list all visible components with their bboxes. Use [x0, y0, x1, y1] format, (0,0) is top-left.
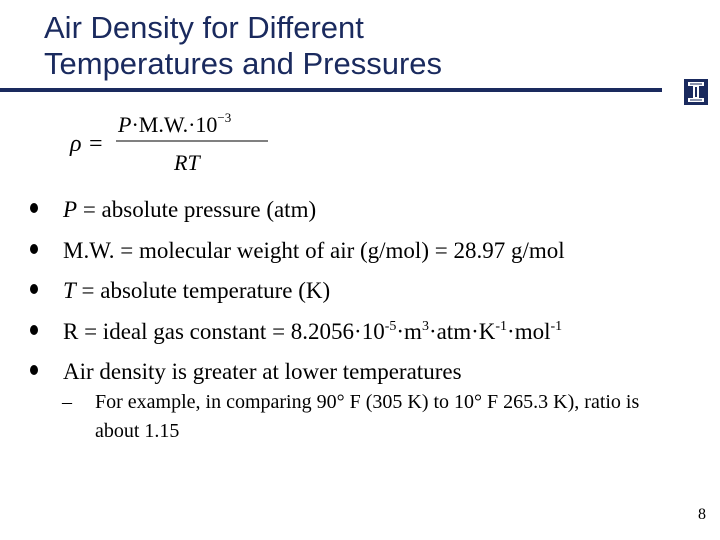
bullet-dot-icon [30, 284, 38, 294]
title-divider [0, 88, 662, 92]
formula-lhs: ρ = [70, 131, 104, 157]
formula-denominator: RT [174, 150, 200, 175]
bullet-list [30, 190, 700, 393]
bullet-var-p: P [63, 197, 78, 222]
gas-constant-exp-2: 3 [421, 318, 429, 334]
university-logo-icon [684, 79, 708, 105]
formula-numerator-exp: −3 [217, 110, 232, 125]
bullet-dot-icon [30, 365, 38, 375]
gas-constant-mid-1: ·m [396, 318, 422, 344]
bullet-dot-icon [30, 325, 38, 335]
density-formula [70, 104, 290, 184]
sub-bullet-example [62, 388, 672, 446]
formula-numerator-p: P [118, 112, 132, 137]
bullet-item-pressure [30, 190, 700, 231]
slide-title [44, 10, 664, 82]
sub-bullet-dash-icon: – [62, 391, 72, 413]
bullet-dot-icon [30, 203, 38, 213]
title-line-2: Temperatures and Pressures [44, 46, 443, 81]
bullet-text: M.W. = molecular weight of air (g/mol) = 28.97 g/mol [63, 237, 565, 263]
gas-constant-mid-3: ·mol [507, 318, 551, 344]
sub-bullet-text: For example, in comparing 90° F (305 K) to 10° F 265.3 K), ratio is about 1.15 [95, 391, 640, 442]
bullet-item-density-note [30, 352, 700, 393]
gas-constant-exp-3: -1 [495, 318, 508, 334]
bullet-item-temperature [30, 271, 700, 312]
bullet-item-gas-constant [30, 312, 700, 353]
bullet-var-t: T [63, 278, 76, 303]
bullet-text: Air density is greater at lower temperatures [63, 359, 462, 384]
bullet-dot-icon [30, 244, 38, 254]
bullet-text: = absolute temperature (K) [75, 278, 331, 303]
bullet-text: = absolute pressure (atm) [77, 197, 317, 222]
gas-constant-mid-2: ·atm·K [428, 318, 496, 344]
formula-numerator [117, 110, 231, 137]
gas-constant-exp-4: -1 [550, 318, 563, 334]
gas-constant-prefix: R = ideal gas constant = 8.2056·10 [63, 318, 385, 344]
formula-numerator-mid: ·M.W.·10 [131, 112, 218, 137]
page-number: 8 [698, 506, 706, 523]
title-line-1: Air Density for Different [44, 10, 364, 45]
gas-constant-exp-1: -5 [384, 318, 397, 334]
bullet-item-molecular-weight [30, 231, 700, 272]
